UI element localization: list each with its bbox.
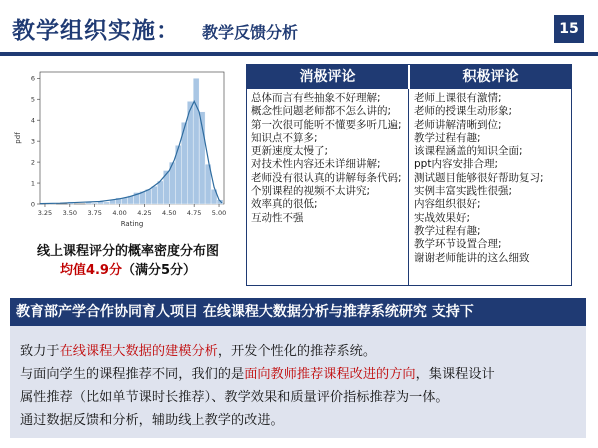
histogram-bar	[92, 203, 98, 204]
y-tick-label: 3	[30, 137, 35, 146]
summary-line1	[20, 340, 376, 359]
histogram-bar	[145, 189, 151, 204]
positive-comment: 老师的授课生动形象;	[414, 105, 513, 118]
x-tick-label: 4.00	[112, 209, 127, 217]
header-divider	[0, 52, 598, 56]
positive-list	[414, 92, 569, 265]
project-banner: 教育部产学合作协同育人项目 在线课程大数据分析与推荐系统研究 支持下	[10, 298, 586, 326]
positive-header: 积极评论	[410, 65, 571, 89]
y-tick-label: 0	[30, 200, 35, 209]
highlight: 在线课程大数据的建模分析	[59, 344, 218, 359]
negative-comment: 总体而言有些抽象不好理解;	[251, 92, 381, 104]
text: ，开发个性化的推荐系统。	[217, 344, 377, 359]
rating-density-chart	[12, 66, 230, 234]
negative-list	[251, 92, 406, 225]
x-axis-label: Rating	[120, 220, 144, 228]
y-tick-label: 6	[30, 74, 35, 83]
text: ，集课程设计	[415, 367, 495, 382]
slide-subtitle: 教学反馈分析	[202, 23, 299, 42]
slide-header	[0, 0, 598, 54]
summary-line4: 通过数据反馈和分析，辅助线上教学的改进。	[20, 413, 284, 428]
column-divider	[408, 89, 409, 285]
positive-comment: 测试题目能够很好帮助复习;	[414, 171, 544, 184]
negative-comment: 知识点不算多;	[251, 131, 318, 144]
x-tick-label: 3.25	[37, 209, 53, 217]
page-number-badge: 15	[554, 15, 584, 43]
negative-comment: 第一次很可能听不懂要多听几遍;	[251, 118, 402, 131]
negative-comment: 互动性不强	[251, 211, 304, 224]
positive-comment: 教学过程有趣;	[414, 224, 481, 237]
histogram-bar	[193, 78, 199, 204]
x-tick-label: 4.75	[186, 209, 202, 217]
y-tick-label: 2	[30, 158, 35, 167]
positive-comment: 教学环节设置合理;	[414, 238, 502, 251]
x-tick-label: 4.50	[162, 209, 177, 217]
x-tick-label: 3.75	[87, 209, 102, 217]
negative-comment: 个别课程的视频不太讲究;	[251, 185, 371, 198]
summary-box	[10, 326, 586, 438]
positive-comment: 实战效果好;	[414, 211, 471, 224]
text: 致力于	[20, 344, 60, 359]
review-table	[246, 64, 572, 286]
negative-comment: 更新速度太慢了;	[251, 145, 329, 158]
positive-comment: 教学过程有趣;	[414, 131, 481, 144]
y-tick-label: 4	[30, 116, 35, 125]
negative-header: 消极评论	[247, 65, 408, 89]
x-tick-label: 4.25	[137, 209, 152, 217]
summary-line3: 属性推荐（比如单节课时长推荐）、教学效果和质量评价指标推荐为一体。	[20, 390, 449, 405]
highlight: 面向教师推荐课程改进的方向	[244, 367, 416, 382]
negative-comment: 老师没有很认真的讲解每条代码;	[251, 171, 402, 184]
y-tick-label: 1	[30, 179, 35, 188]
histogram-bar	[157, 181, 163, 204]
positive-comment: ppt内容安排合理;	[414, 158, 498, 171]
x-tick-label: 5.00	[211, 209, 227, 217]
histogram-bar	[151, 186, 157, 204]
negative-comment: 对技术性内容还未详细讲解;	[251, 158, 381, 171]
slide-title: 教学组织实施：	[12, 18, 180, 44]
chart-caption-mean: 均值4.9分	[59, 263, 122, 278]
y-axis-label: pdf	[14, 132, 22, 144]
positive-comment: 内容组织很好;	[414, 198, 481, 211]
negative-comment: 效率真的很低;	[251, 198, 318, 211]
summary-line2	[20, 363, 495, 382]
chart-caption	[14, 240, 242, 278]
positive-comment: 谢谢老师能讲的这么细致	[414, 251, 530, 264]
chart-caption-fullscore: （满分5分）	[121, 263, 197, 278]
x-tick-label: 3.50	[62, 209, 78, 217]
positive-comment: 老师上课很有激情;	[414, 92, 502, 104]
y-tick-label: 5	[30, 95, 35, 104]
positive-comment: 老师讲解清晰到位;	[414, 118, 502, 131]
histogram-bar	[104, 202, 110, 204]
text: 与面向学生的课程推荐不同，我们的是	[20, 367, 245, 382]
chart-caption-line1: 线上课程评分的概率密度分布图	[36, 244, 219, 259]
positive-comment: 实例丰富实践性很强;	[414, 185, 513, 198]
positive-comment: 该课程涵盖的知识全面;	[414, 145, 523, 158]
negative-comment: 概念性问题老师都不怎么讲的;	[251, 105, 392, 118]
